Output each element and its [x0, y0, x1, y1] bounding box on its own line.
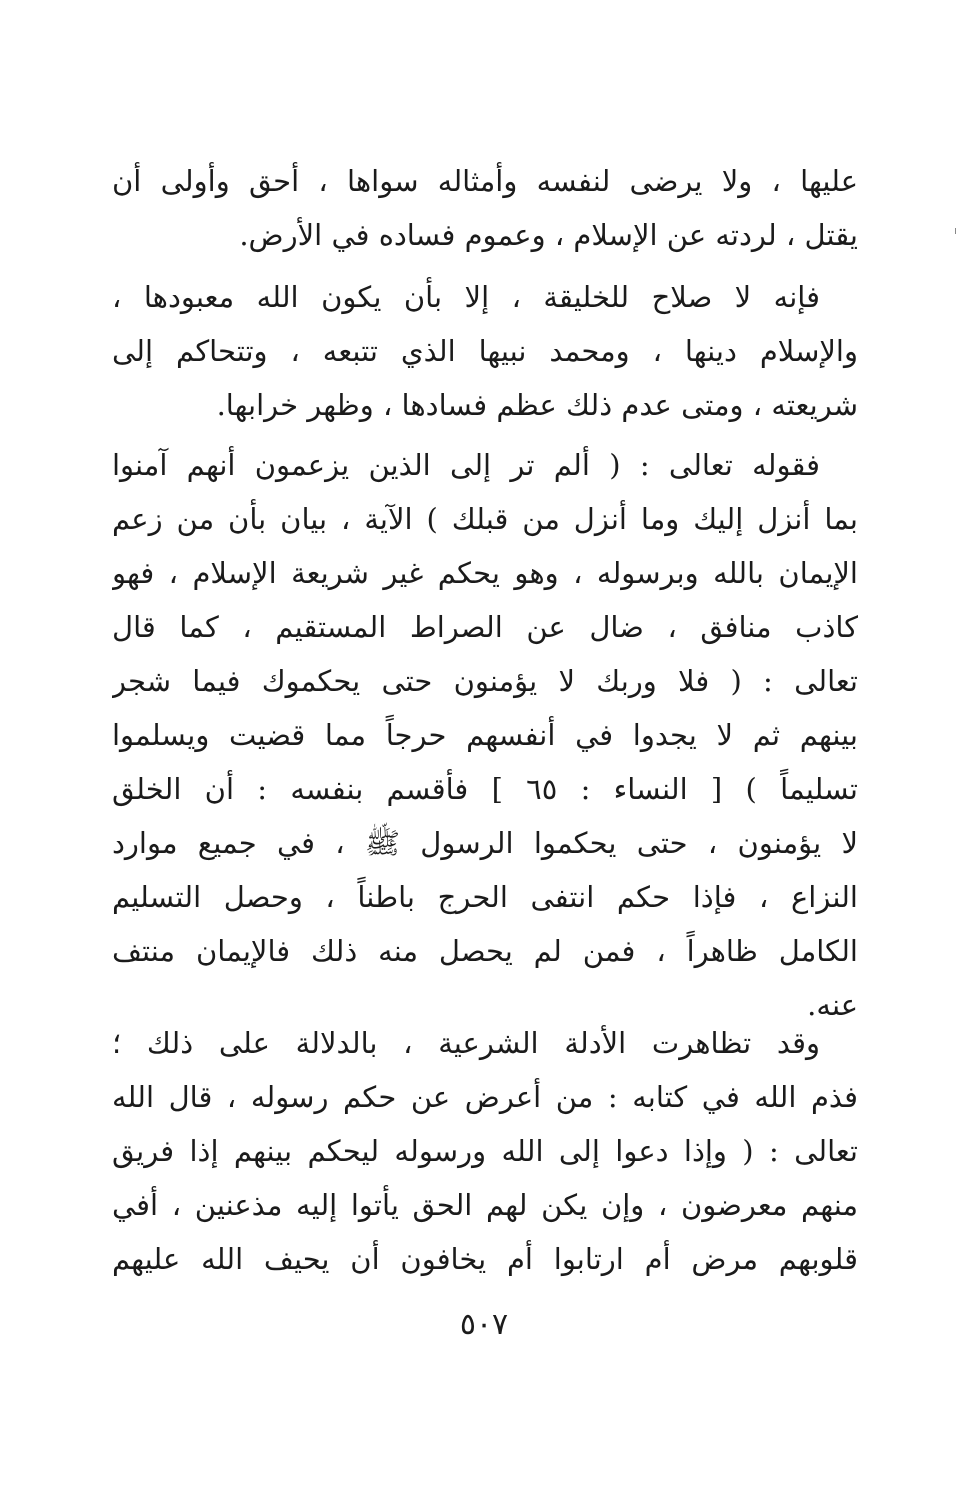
page-number: ٥٠٧ — [459, 1307, 509, 1342]
text-line: لا يؤمنون ، حتى يحكموا الرسول ﷺ ، في جميع موارد — [112, 826, 858, 860]
paragraph-1 — [112, 154, 858, 262]
text-line: كاذب منافق ، ضال عن الصراط المستقيم ، كما قال — [112, 610, 858, 644]
text-line: تسليماً ) [ النساء : ٦٥ ] فأقسم بنفسه : أن الخلق — [112, 772, 858, 806]
text-line: عليها ، ولا يرضى لنفسه وأمثاله سواها ، أحق وأولى أن — [112, 164, 858, 198]
text-line: شريعته ، ومتى عدم ذلك عظم فسادها ، وظهر خرابها. — [216, 388, 858, 422]
text-line: بما أنزل إليك وما أنزل من قبلك ) الآية ، بيان بأن من زعم — [112, 502, 858, 536]
text-line: عنه. — [807, 988, 858, 1022]
text-line: يقتل ، لردته عن الإسلام ، وعموم فساده في الأرض. — [239, 218, 858, 252]
paragraph-3 — [112, 438, 858, 1032]
paragraph-4 — [112, 1016, 858, 1286]
text-line: الكامل ظاهراً ، فمن لم يحصل منه ذلك فالإيمان منتف — [112, 934, 858, 968]
text-line: بينهم ثم لا يجدوا في أنفسهم حرجاً مما قضيت ويسلموا — [112, 718, 858, 752]
page-edge-mark — [955, 228, 956, 234]
text-line: فإنه لا صلاح للخليقة ، إلا بأن يكون الله معبودها ، — [112, 280, 820, 314]
text-line: فقوله تعالى : ( ألم تر إلى الذين يزعمون أنهم آمنوا — [112, 448, 820, 482]
text-line: منهم معرضون ، وإن يكن لهم الحق يأتوا إليه مذعنين ، أفي — [112, 1188, 858, 1222]
text-line: تعالى : ( فلا وربك لا يؤمنون حتى يحكموك فيما شجر — [112, 664, 858, 698]
text-line: تعالى : ( وإذا دعوا إلى الله ورسوله ليحكم بينهم إذا فريق — [112, 1134, 858, 1168]
text-line: والإسلام دينها ، ومحمد نبيها الذي تتبعه ، وتتحاكم إلى — [112, 334, 858, 368]
text-line: قلوبهم مرض أم ارتابوا أم يخافون أن يحيف الله عليهم — [112, 1242, 858, 1276]
text-line: النزاع ، فإذا حكم انتفى الحرج باطناً ، وحصل التسليم — [112, 880, 858, 914]
paragraph-2 — [112, 270, 858, 432]
text-line: فذم الله في كتابه : من أعرض عن حكم رسوله ، قال الله — [112, 1080, 858, 1114]
text-line: الإيمان بالله وبرسوله ، وهو يحكم غير شريعة الإسلام ، فهو — [112, 556, 858, 590]
text-line: وقد تظاهرت الأدلة الشرعية ، بالدلالة على ذلك ؛ — [112, 1026, 820, 1060]
